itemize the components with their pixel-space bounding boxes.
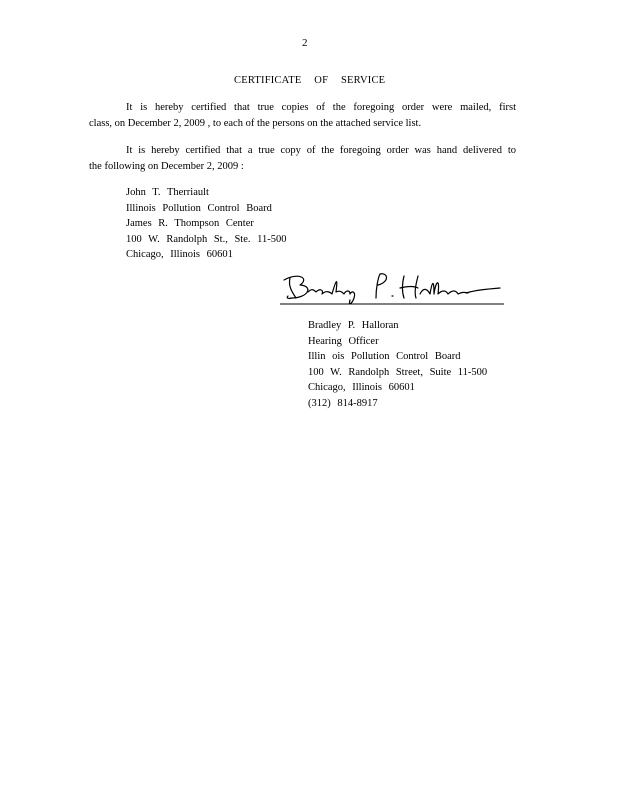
signer-address-block	[308, 318, 487, 411]
page-title: CERTIFICATE OF SERVICE	[234, 75, 386, 86]
signer-title: Hearing Officer	[308, 335, 379, 347]
signer-name: Bradley P. Halloran	[308, 320, 399, 331]
hand-delivered-paragraph-line-1: It is hereby certified that a true copy of the foregoing order was hand delivered to	[126, 145, 516, 156]
signer-phone: (312) 814-8917	[308, 397, 378, 409]
mailed-paragraph-line-2: class, on December 2, 2009 , to each of the persons on the attached service list.	[89, 117, 422, 129]
mailed-paragraph	[89, 100, 516, 131]
mailed-paragraph-line-1: It is hereby certified that true copies of the foregoing order were mailed, first	[126, 102, 516, 113]
hand-delivered-paragraph-line-2: the following on December 2, 2009 :	[89, 160, 244, 172]
signer-city: Chicago, Illinois 60601	[308, 382, 415, 393]
recipient-address-block	[126, 185, 287, 263]
hand-delivered-paragraph	[89, 143, 516, 174]
page-number: 2	[302, 37, 308, 49]
signer-organization: Illin ois Pollution Control Board	[308, 351, 461, 362]
recipient-organization: Illinois Pollution Control Board	[126, 202, 272, 214]
recipient-city: Chicago, Illinois 60601	[126, 249, 233, 260]
recipient-street: 100 W. Randolph St., Ste. 11-500	[126, 233, 287, 245]
recipient-name: John T. Therriault	[126, 187, 209, 198]
signer-street: 100 W. Randolph Street, Suite 11-500	[308, 366, 488, 378]
handwritten-signature	[280, 268, 505, 308]
recipient-building: James R. Thompson Center	[126, 218, 254, 229]
